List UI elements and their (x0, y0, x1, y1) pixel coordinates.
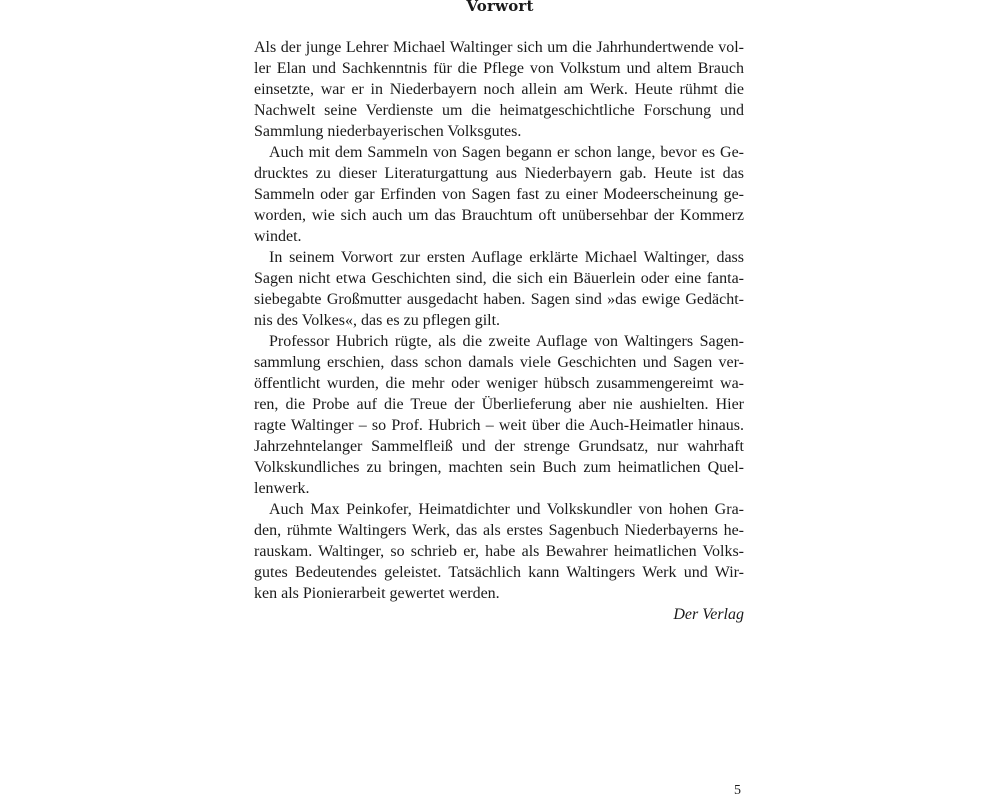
text-line: öffentlicht wurden, die mehr oder weniger hübsch zusammengereimt wa- (254, 375, 744, 392)
text-line: Auch Max Peinkofer, Heimatdichter und Volkskundler von hohen Gra- (269, 501, 744, 518)
text-line: nis des Volkes«, das es zu pflegen gilt. (254, 312, 501, 329)
text-line: ragte Waltinger – so Prof. Hubrich – weit über die Auch-Heimatler hinaus. (254, 417, 744, 434)
text-line: ren, die Probe auf die Treue der Überlieferung aber nie aushielten. Hier (254, 396, 744, 413)
text-line: lenwerk. (254, 480, 310, 497)
text-line: gutes Bedeutendes geleistet. Tatsächlich kann Waltingers Werk und Wir- (254, 564, 744, 581)
paragraph (254, 499, 744, 604)
text-line: Als der junge Lehrer Michael Waltinger sich um die Jahrhundertwende vol- (254, 39, 744, 56)
preface-text (254, 37, 744, 625)
text-line: worden, wie sich auch um das Brauchtum oft unübersehbar der Kommerz (254, 207, 744, 224)
text-line: ken als Pionierarbeit gewertet werden. (254, 585, 500, 602)
text-line: Sagen nicht etwa Geschichten sind, die sich ein Bäuerlein oder eine fanta- (254, 270, 744, 287)
text-line: Sammeln oder gar Erfinden von Sagen fast zu einer Modeerscheinung ge- (254, 186, 744, 203)
text-line: Sammlung niederbayerischen Volksgutes. (254, 123, 522, 140)
text-line: Nachwelt seine Verdienste um die heimatgeschichtliche Forschung und (254, 102, 744, 119)
text-line: Auch mit dem Sammeln von Sagen begann er schon lange, bevor es Ge- (269, 144, 744, 161)
text-line: ler Elan und Sachkenntnis für die Pflege von Volkstum und altem Brauch (254, 60, 744, 77)
text-line: drucktes zu dieser Literaturgattung aus Niederbayern gab. Heute ist das (254, 165, 744, 182)
paragraph (254, 331, 744, 499)
text-line: sammlung erschien, dass schon damals viele Geschichten und Sagen ver- (254, 354, 744, 371)
text-line: siebegabte Großmutter ausgedacht haben. Sagen sind »das ewige Gedächt- (254, 291, 744, 308)
text-line: Volkskundliches zu bringen, machten sein Buch zum heimatlichen Quel- (254, 459, 744, 476)
page-number: 5 (734, 783, 741, 798)
paragraph (254, 247, 744, 331)
page-title: Vorwort (466, 0, 534, 15)
text-line: den, rühmte Waltingers Werk, das als erstes Sagenbuch Niederbayerns he- (254, 522, 744, 539)
text-line: Jahrzehntelanger Sammelfleiß und der strenge Grundsatz, nur wahrhaft (254, 438, 744, 455)
text-line: einsetzte, war er in Niederbayern noch allein am Werk. Heute rühmt die (254, 81, 744, 98)
paragraph (254, 142, 744, 247)
text-line: In seinem Vorwort zur ersten Auflage erklärte Michael Waltinger, dass (269, 249, 744, 266)
paragraph (254, 37, 744, 142)
signature: Der Verlag (673, 606, 744, 623)
text-line: windet. (254, 228, 302, 245)
text-line: rauskam. Waltinger, so schrieb er, habe als Bewahrer heimatlichen Volks- (254, 543, 744, 560)
text-line: Professor Hubrich rügte, als die zweite Auflage von Waltingers Sagen- (269, 333, 744, 350)
